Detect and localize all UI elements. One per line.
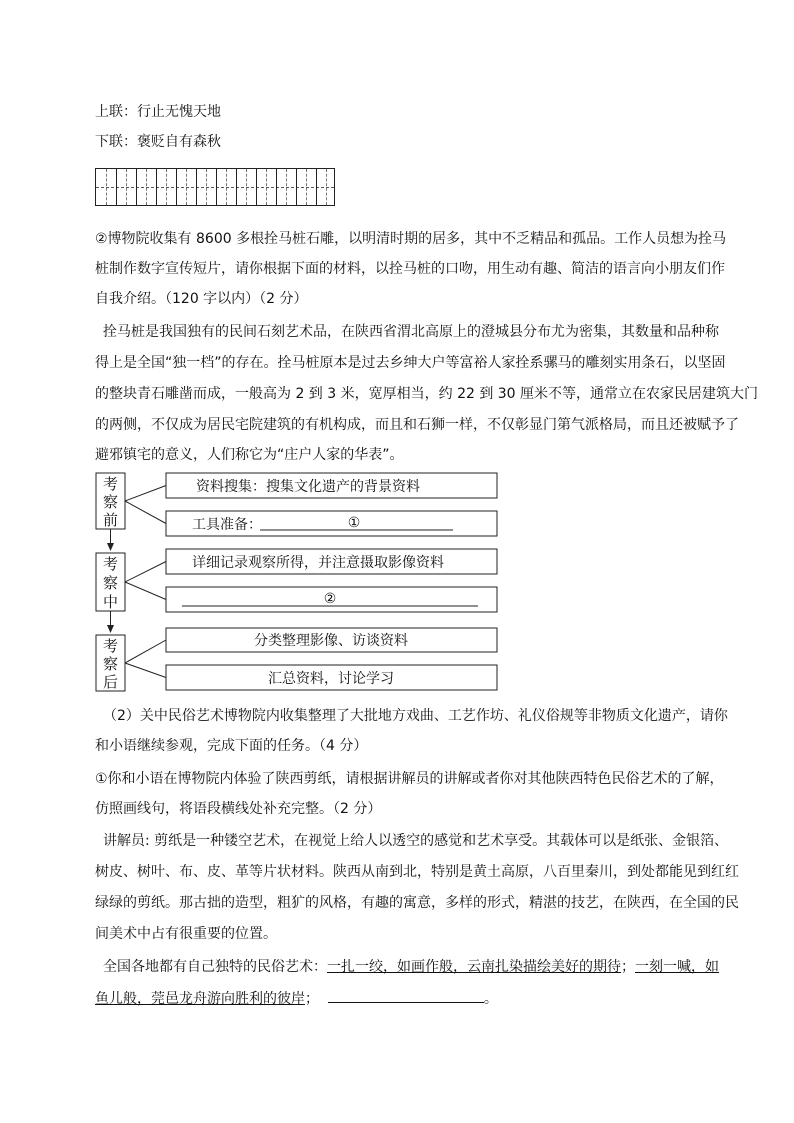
final-line-1 — [103, 958, 719, 976]
stage-before-char-3: 前 — [102, 511, 119, 529]
stage-after-char-2: 察 — [102, 655, 119, 673]
box-sort-text: 分类整理影像、访谈资料 — [254, 633, 408, 649]
stage-after-char-1: 考 — [102, 637, 119, 655]
part2-line-1: （2）关中民俗艺术博物院内收集整理了大批地方戏曲、工艺作坊、礼仪俗规等非物质文化遗产，请你 — [103, 708, 728, 724]
final-underlined-1: 一扎一绞，如画作般，云南扎染描绘美好的期待 — [327, 959, 621, 975]
connector-2b — [125, 582, 166, 600]
final-underlined-2a: 一刻一喊，如 — [635, 959, 719, 975]
stage-before-char-1: 考 — [102, 475, 119, 493]
q2-line-2: 桩制作数字宣传短片，请你根据下面的材料，以拴马桩的口吻，用生动有趣、简洁的语言向小朋友们作 — [95, 261, 725, 277]
guide-line-4: 间美术中占有很重要的位置。 — [95, 926, 277, 942]
guide-line-3: 绿绿的剪纸。那古拙的造型，粗犷的风格，有趣的寓意，多样的形式，精湛的技艺，在陕西，在全国的民 — [95, 895, 739, 911]
final-line-2 — [95, 988, 498, 1008]
guide-line-1: 讲解员: 剪纸是一种镂空艺术，在视觉上给人以透空的感觉和艺术享受。其载体可以是纸张、金银箔、 — [103, 833, 729, 849]
blank-1-mark: ① — [347, 515, 361, 531]
task1-line-2: 仿照画线句，将语段横线处补充完整。（2 分） — [95, 801, 382, 817]
arrowhead-2 — [107, 625, 114, 633]
stage-after-char-3: 后 — [102, 673, 119, 691]
material-line-2: 得上是全国“独一档”的存在。拴马桩原本是过去乡绅大户等富裕人家拴系骡马的雕刻实用条石，以坚固 — [95, 355, 726, 371]
final-answer-blank[interactable] — [328, 988, 484, 1003]
final-sep: ； — [621, 959, 635, 975]
stage-before-char-2: 察 — [102, 493, 119, 511]
box-record-text: 详细记录观察所得，并注意摄取影像资料 — [192, 555, 444, 571]
q2-line-1: ②博物院收集有 8600 多根拴马桩石雕，以明清时期的居多，其中不乏精品和孤品。工作人员想为拴马 — [95, 231, 727, 247]
stage-during-char-1: 考 — [102, 555, 119, 573]
connector-2a — [125, 562, 166, 583]
arrowhead-1 — [107, 543, 114, 551]
box-tools-label: 工具准备： — [192, 517, 262, 533]
couplet-upper: 上联：行止无愧天地 — [95, 104, 221, 120]
guide-line-2: 树皮、树叶、布、皮、革等片状材料。陕西从南到北，特别是黄土高原，八百里秦川，到处都能见到红红 — [95, 864, 739, 880]
stage-during-char-3: 中 — [102, 593, 119, 611]
blank-2-mark: ② — [323, 591, 337, 607]
material-line-3: 的整块青石雕凿而成，一般高为 2 到 3 米，宽厚相当，约 22 到 30 厘米不等，通常立在农家民居建筑大门 — [95, 386, 759, 402]
material-line-1: 拴马桩是我国独有的民间石刻艺术品，在陕西省渭北高原上的澄城县分布尤为密集，其数量和品种称 — [103, 324, 719, 340]
final-underlined-2b: 鱼儿般，莞邑龙舟游向胜利的彼岸 — [95, 991, 305, 1007]
connector-1b — [125, 501, 166, 524]
connector-3a — [125, 640, 166, 663]
material-line-4: 的两侧，不仅成为居民宅院建筑的有机构成，而且和石狮一样，不仅彰显门第气派格局，而且还被赋予了 — [95, 417, 739, 433]
final-sep2: ； — [305, 991, 319, 1007]
part2-line-2: 和小语继续参观，完成下面的任务。（4 分） — [95, 738, 368, 754]
final-end: 。 — [483, 991, 498, 1007]
final-prefix: 全国各地都有自己独特的民俗艺术： — [103, 959, 327, 975]
q2-line-3: 自我介绍。（120 字以内）（2 分） — [95, 291, 308, 307]
box-summary-text: 汇总资料，讨论学习 — [268, 671, 394, 687]
material-line-5: 避邪镇宅的意义，人们称它为“庄户人家的华表”。 — [95, 447, 404, 463]
connector-1a — [125, 486, 166, 502]
task1-line-1: ①你和小语在博物院内体验了陕西剪纸，请根据讲解员的讲解或者你对其他陕西特色民俗艺术的了解， — [95, 771, 724, 787]
couplet-lower: 下联：褒贬自有森秋 — [95, 134, 221, 150]
box-research-text: 资料搜集：搜集文化遗产的背景资料 — [196, 479, 420, 495]
stage-during-char-2: 察 — [102, 574, 119, 592]
connector-3b — [125, 663, 166, 678]
